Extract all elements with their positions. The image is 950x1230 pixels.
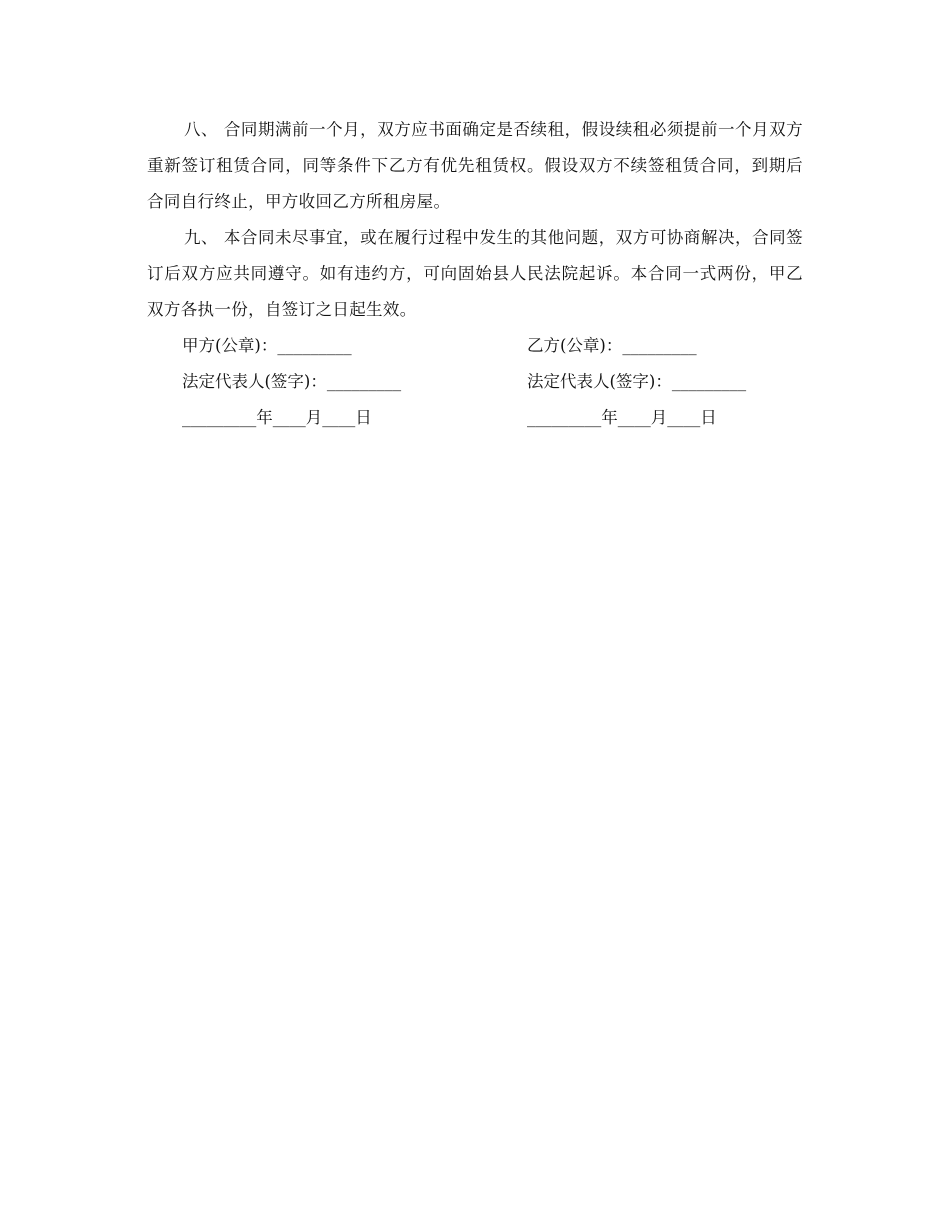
party-a-seal-line: 甲方(公章)：_________: [182, 336, 352, 355]
party-b-date-line: _________年____月____日: [527, 408, 717, 427]
party-a-date-line: _________年____月____日: [182, 408, 372, 427]
party-a-representative-line: 法定代表人(签字)：_________: [182, 372, 402, 391]
signature-block: [147, 328, 803, 436]
party-b-seal-line: 乙方(公章)：_________: [527, 336, 697, 355]
date-row: [147, 400, 803, 436]
document-body: [147, 112, 803, 436]
representative-row: [147, 364, 803, 400]
party-b-representative-line: 法定代表人(签字)：_________: [527, 372, 747, 391]
clause-8-paragraph: 八、 合同期满前一个月，双方应书面确定是否续租，假设续租必须提前一个月双方重新签订租赁合同，同等条件下乙方有优先租赁权。假设双方不续签租赁合同，到期后合同自行终止，甲方收回乙方所租房屋。: [147, 120, 803, 211]
seal-row: [147, 328, 803, 364]
clause-9-paragraph: 九、 本合同未尽事宜，或在履行过程中发生的其他问题，双方可协商解决，合同签订后双方应共同遵守。如有违约方，可向固始县人民法院起诉。本合同一式两份，甲乙双方各执一份，自签订之日起生效。: [147, 228, 803, 319]
